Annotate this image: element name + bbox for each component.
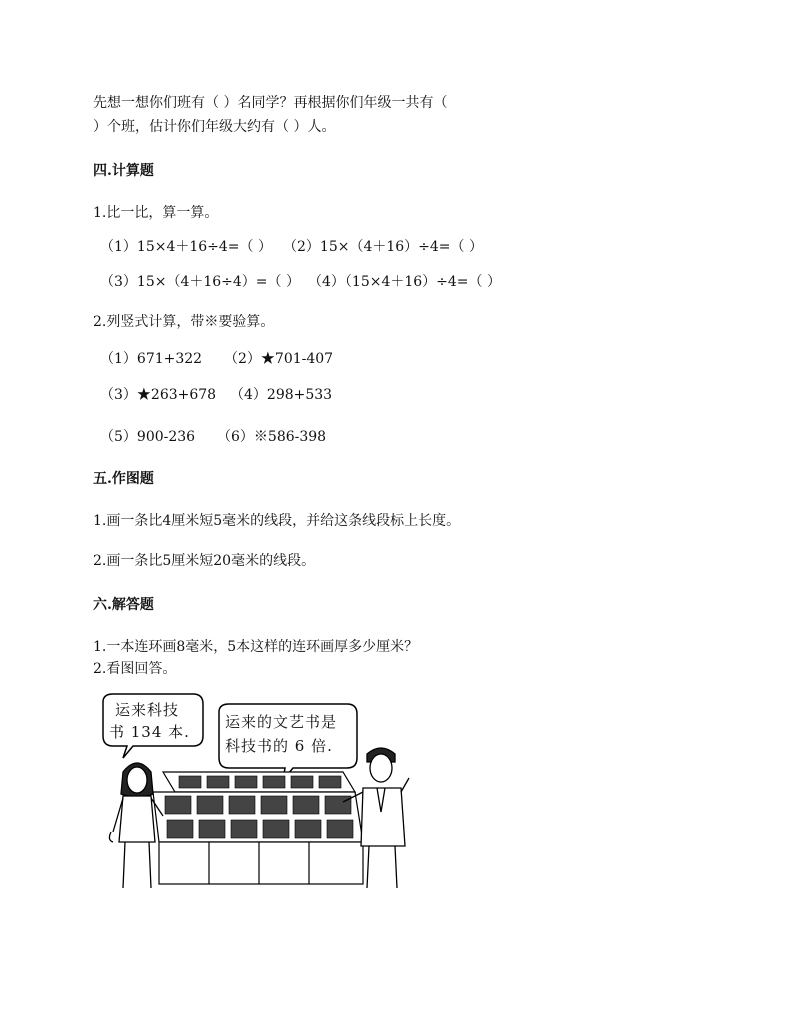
right-bubble-line-1: 运来的文艺书是	[225, 713, 338, 731]
calc-item-4: （4）（15×4＋16）÷4=（ ）	[308, 274, 501, 290]
section-4-title: 四.计算题	[93, 163, 154, 179]
intro-line-2: ）个班，估计你们年级大约有（ ）人。	[93, 119, 336, 135]
section-6-q1: 1.一本连环画8毫米，5本这样的连环画厚多少厘米？	[93, 639, 419, 655]
vertical-calc-3: （3）★263+678	[100, 387, 217, 403]
right-bubble-line-2: 科技书的 6 倍.	[225, 737, 333, 755]
book-display-shelf	[153, 772, 363, 884]
section-6-q2: 2.看图回答。	[93, 661, 177, 677]
bookstore-illustration	[93, 692, 413, 892]
section-5-q1: 1.画一条比4厘米短5毫米的线段，并给这条线段标上长度。	[93, 513, 461, 529]
section-6-title: 六.解答题	[93, 597, 154, 613]
vertical-calc-5: （5）900-236	[100, 429, 196, 445]
girl-figure	[109, 763, 163, 888]
section-5-q2: 2.画一条比5厘米短20毫米的线段。	[93, 553, 316, 569]
calc-item-1: （1）15×4＋16÷4=（ ）	[100, 239, 272, 255]
vertical-calc-2: （2）★701-407	[224, 351, 334, 367]
calc-item-2: （2）15×（4＋16）÷4=（ ）	[283, 239, 483, 255]
calc-item-3: （3）15×（4＋16÷4）=（ ）	[100, 274, 300, 290]
intro-line-1: 先想一想你们班有（ ）名同学？再根据你们年级一共有（	[93, 95, 448, 111]
vertical-calc-6: （6）※586-398	[217, 429, 327, 445]
vertical-calc-4: （4）298+533	[230, 387, 333, 403]
left-bubble-line-2: 书 134 本.	[109, 723, 190, 741]
section-5-title: 五.作图题	[93, 471, 154, 487]
vertical-calc-1: （1）671+322	[100, 351, 203, 367]
section-4-q2-title: 2.列竖式计算，带※要验算。	[93, 314, 275, 330]
left-bubble-line-1: 运来科技	[115, 701, 180, 719]
section-4-q1-title: 1.比一比，算一算。	[93, 205, 219, 221]
